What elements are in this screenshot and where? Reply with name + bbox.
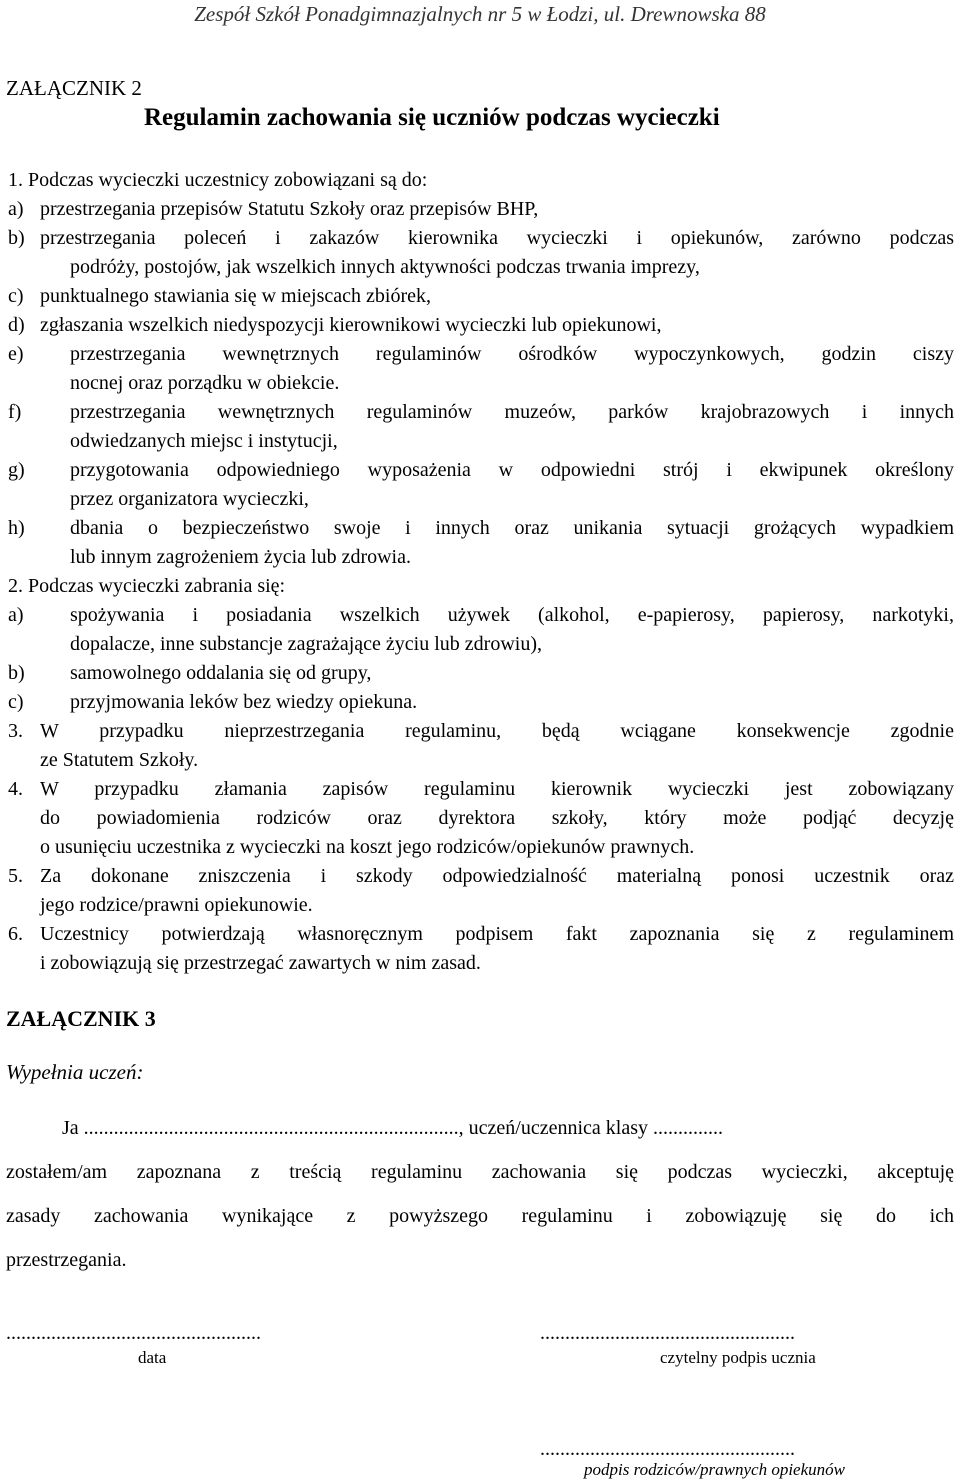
attachment-3-label: ZAŁĄCZNIK 3 xyxy=(6,1006,156,1031)
list-item-line: dbania o bezpieczeństwo swoje i innych oraz unikania sytuacji grożących wypadkiem xyxy=(70,517,954,539)
list-item-line: przez organizatora wycieczki, xyxy=(70,488,309,510)
student-signature-label: czytelny podpis ucznia xyxy=(660,1348,816,1367)
parent-signature-dots: ................................................... xyxy=(540,1438,795,1460)
list-marker: h) xyxy=(8,517,25,539)
point-line: W przypadku nieprzestrzegania regulaminu, będą wciągane konsekwencje zgodnie xyxy=(40,720,954,742)
section-2-intro: 2. Podczas wycieczki zabrania się: xyxy=(8,575,286,597)
point-line: ze Statutem Szkoły. xyxy=(40,749,199,771)
list-item-line: przestrzegania poleceń i zakazów kierownika wycieczki i opiekunów, zarówno podczas xyxy=(40,227,954,249)
list-item-line: przestrzegania wewnętrznych regulaminów ośrodków wypoczynkowych, godzin ciszy xyxy=(70,343,954,365)
list-marker: f) xyxy=(8,401,22,423)
statement-line: zostałem/am zapoznana z treścią regulaminu zachowania się podczas wycieczki, akceptuję xyxy=(6,1161,954,1183)
list-item-line: przyjmowania leków bez wiedzy opiekuna. xyxy=(70,691,418,713)
list-marker: a) xyxy=(8,198,24,220)
list-marker: g) xyxy=(8,459,25,481)
point-line: i zobowiązują się przestrzegać zawartych w nim zasad. xyxy=(40,952,481,974)
point-number: 5. xyxy=(8,865,23,887)
point-line: Uczestnicy potwierdzają własnoręcznym podpisem fakt zapoznania się z regulaminem xyxy=(40,923,954,945)
statement-line: przestrzegania. xyxy=(6,1249,127,1271)
list-marker: e) xyxy=(8,343,24,365)
list-item-line: przestrzegania wewnętrznych regulaminów muzeów, parków krajobrazowych i innych xyxy=(70,401,954,423)
attachment-2-label: ZAŁĄCZNIK 2 xyxy=(6,76,142,100)
parent-signature-label: podpis rodziców/prawnych opiekunów xyxy=(584,1460,845,1479)
list-marker: c) xyxy=(8,285,24,307)
list-marker: a) xyxy=(8,604,24,626)
point-line: W przypadku złamania zapisów regulaminu kierownik wycieczki jest zobowiązany xyxy=(40,778,954,800)
list-item-line: dopalacze, inne substancje zagrażające życiu lub zdrowiu), xyxy=(70,633,542,655)
school-header: Zespół Szkół Ponadgimnazjalnych nr 5 w Łodzi, ul. Drewnowska 88 xyxy=(194,2,766,26)
point-line: o usunięciu uczestnika z wycieczki na koszt jego rodziców/opiekunów prawnych. xyxy=(40,836,695,858)
list-item-line: przestrzegania przepisów Statutu Szkoły oraz przepisów BHP, xyxy=(40,198,539,220)
list-marker: c) xyxy=(8,691,24,713)
date-label: data xyxy=(138,1348,167,1367)
regulations-title: Regulamin zachowania się uczniów podczas wycieczki xyxy=(144,104,720,131)
list-item-line: nocnej oraz porządku w obiekcie. xyxy=(70,372,340,394)
point-line: do powiadomienia rodziców oraz dyrektora szkoły, który może podjąć decyzję xyxy=(40,807,954,829)
statement-name-class-line: Ja ..........................................................................., uczeń/uczennica klasy .............. xyxy=(62,1117,724,1139)
point-number: 4. xyxy=(8,778,23,800)
list-item-line: przygotowania odpowiedniego wyposażenia w odpowiedni strój i ekwipunek określony xyxy=(70,459,954,481)
point-line: Za dokonane zniszczenia i szkody odpowiedzialność materialną ponosi uczestnik oraz xyxy=(40,865,954,887)
list-item-line: spożywania i posiadania wszelkich używek (alkohol, e-papierosy, papierosy, narkotyki, xyxy=(70,604,954,626)
list-item-line: samowolnego oddalania się od grupy, xyxy=(70,662,372,684)
list-marker: b) xyxy=(8,662,25,684)
statement-line: zasady zachowania wynikające z powyższego regulaminu i zobowiązuję się do ich xyxy=(6,1205,954,1227)
list-item-line: odwiedzanych miejsc i instytucji, xyxy=(70,430,338,452)
list-item-line: zgłaszania wszelkich niedyspozycji kierownikowi wycieczki lub opiekunowi, xyxy=(40,314,662,336)
point-line: jego rodzice/prawni opiekunowie. xyxy=(40,894,313,916)
list-item-line: lub innym zagrożeniem życia lub zdrowia. xyxy=(70,546,411,568)
list-marker: b) xyxy=(8,227,25,249)
point-number: 3. xyxy=(8,720,23,742)
list-item-line: punktualnego stawiania się w miejscach zbiórek, xyxy=(40,285,431,307)
fill-in-label: Wypełnia uczeń: xyxy=(6,1060,144,1084)
section-1-intro: 1. Podczas wycieczki uczestnicy zobowiązani są do: xyxy=(8,169,428,191)
list-marker: d) xyxy=(8,314,25,336)
date-field-dots: ................................................... xyxy=(6,1322,261,1344)
list-item-line: podróży, postojów, jak wszelkich innych aktywności podczas trwania imprezy, xyxy=(70,256,700,278)
point-number: 6. xyxy=(8,923,23,945)
student-signature-dots: ................................................... xyxy=(540,1322,795,1344)
